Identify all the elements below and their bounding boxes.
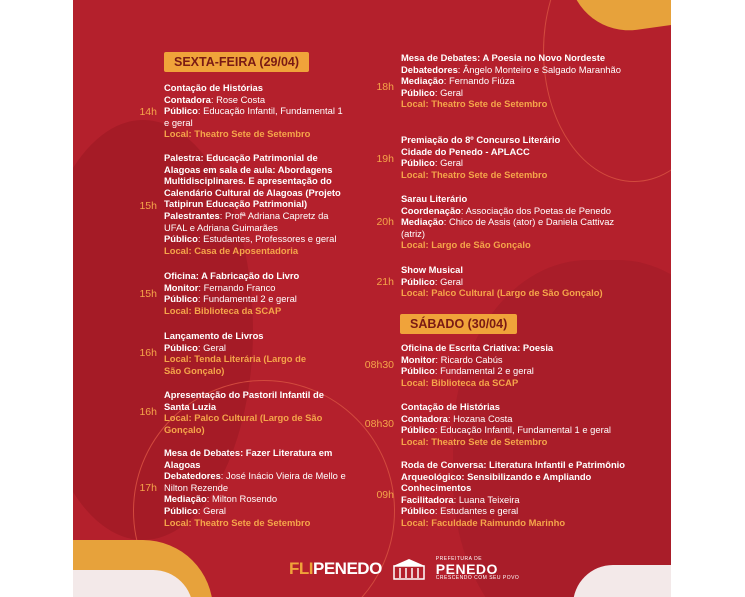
left-event: [164, 270, 314, 316]
event-detail-label: Facilitadora: [401, 493, 454, 505]
event-detail-label: Público: [164, 105, 198, 117]
event-title: Contação de Histórias: [164, 82, 263, 93]
event-detail: [401, 365, 576, 377]
event-title: Lançamento de Livros: [164, 330, 264, 341]
left-event-time: 14h: [139, 106, 157, 118]
event-detail-value: : Geral: [434, 157, 463, 169]
left-event: [164, 447, 354, 528]
sponsor-logos: [289, 554, 519, 584]
event-detail-value: : Educação Infantil, Fundamental 1 e geral: [164, 105, 343, 128]
event-detail-value: : Rose Costa: [210, 93, 266, 105]
event-detail-value: : Fernando Fiúza: [443, 75, 515, 87]
event-detail-value: : Geral: [197, 341, 226, 353]
event-title: Oficina: A Fabricação do Livro: [164, 270, 300, 281]
event-detail: [164, 233, 346, 245]
event-detail-label: Palestrantes: [164, 209, 220, 221]
right-event-time: 08h30: [364, 359, 394, 371]
event-detail: [401, 413, 636, 425]
event-detail-value: : Fundamental 2 e geral: [197, 293, 297, 305]
event-detail: [164, 342, 324, 354]
event-detail-label: Monitor: [401, 353, 436, 365]
right-event: [401, 459, 646, 529]
left-event: [164, 82, 344, 140]
event-detail-value: : Estudantes, Professores e geral: [197, 233, 337, 245]
event-detail: [164, 493, 354, 505]
left-event-time: 15h: [139, 288, 157, 300]
flipenedo-logo: FLIPENEDO: [289, 559, 382, 578]
left-event: [164, 389, 324, 435]
right-event: [401, 52, 626, 110]
event-detail: [401, 216, 631, 239]
event-detail-label: Debatedores: [164, 470, 221, 482]
event-detail: [164, 210, 346, 233]
event-location: Local: Theatro Sete de Setembro: [401, 168, 548, 180]
prefeitura-building-icon: [392, 558, 426, 580]
event-detail-value: : Fernando Franco: [198, 281, 276, 293]
left-event-time: 16h: [139, 406, 157, 418]
event-detail-value: : Geral: [434, 275, 463, 287]
event-title: Roda de Conversa: Literatura Infantil e Patrimônio Arqueológico: Sensibilizando e Ampliando Conhecimentos: [401, 459, 625, 494]
right-event: [401, 264, 616, 299]
event-detail-value: : Geral: [197, 504, 226, 516]
event-detail-label: Público: [164, 341, 198, 353]
event-detail-label: Mediação: [164, 493, 207, 505]
left-event-time: 17h: [139, 482, 157, 494]
event-detail-value: : José Inácio Vieira de Mello e Nilton Rezende: [164, 470, 346, 493]
event-detail-label: Público: [164, 233, 198, 245]
event-detail: [164, 94, 344, 106]
prefeitura-penedo-logo: PREFEITURA DE PENEDO CRESCENDO COM SEU POVO: [435, 556, 520, 581]
right-event: [401, 134, 581, 180]
right-event-time: 19h: [376, 153, 394, 165]
event-detail: [401, 494, 646, 506]
event-location: Local: Theatro Sete de Setembro: [164, 128, 311, 140]
event-title: Premiação do 8º Concurso Literário Cidade do Penedo - APLACC: [401, 134, 561, 157]
event-title: Palestra: Educação Patrimonial de Alagoas em sala de aula: Abordagens Multidisciplinares. E apresentação do Calendário Cultural de Alagoas (Projeto Tatipirun Educação Patrimonial): [164, 152, 341, 210]
event-detail-value: : Fundamental 2 e geral: [434, 365, 534, 377]
event-detail-label: Monitor: [164, 281, 199, 293]
event-detail-label: Mediação: [401, 216, 444, 228]
event-detail: [164, 282, 314, 294]
event-detail-value: : Geral: [434, 86, 463, 98]
day-badge-friday: SEXTA-FEIRA (29/04): [164, 52, 309, 72]
event-detail-label: Público: [401, 157, 435, 169]
event-detail: [401, 505, 646, 517]
left-event-time: 15h: [139, 200, 157, 212]
event-detail-value: : Ricardo Cabús: [435, 353, 503, 365]
event-detail: [401, 205, 631, 217]
right-event-time: 08h30: [364, 418, 394, 430]
right-event-time: 21h: [376, 276, 394, 288]
event-title: Mesa de Debates: A Poesia no Novo Nordeste: [401, 52, 606, 63]
event-detail-label: Público: [401, 365, 435, 377]
event-location: Local: Largo de São Gonçalo: [401, 239, 531, 251]
event-title: Contação de Histórias: [401, 401, 500, 412]
event-detail-label: Mediação: [401, 75, 444, 87]
right-event-time: 18h: [376, 81, 394, 93]
event-detail: [164, 293, 314, 305]
event-detail: [164, 470, 354, 493]
event-detail-value: : Chico de Assis (ator) e Daniela Cattivaz (atriz): [401, 216, 615, 239]
event-location: Local: Tenda Literária (Largo de São Gonçalo): [164, 353, 307, 376]
left-event: [164, 330, 324, 376]
event-detail: [401, 87, 626, 99]
event-detail: [401, 354, 576, 366]
event-detail-value: : Estudantes e geral: [434, 505, 519, 517]
left-event-time: 16h: [139, 347, 157, 359]
event-detail-label: Coordenação: [401, 204, 461, 216]
event-detail-label: Público: [164, 504, 198, 516]
right-event-time: 20h: [376, 216, 394, 228]
event-detail-label: Público: [401, 424, 435, 436]
event-title: Mesa de Debates: Fazer Literatura em Alagoas: [164, 447, 333, 470]
left-event: [164, 152, 346, 256]
right-event: [401, 401, 636, 447]
event-detail-label: Contadora: [401, 412, 448, 424]
event-detail-value: : Luana Teixeira: [453, 493, 520, 505]
event-location: Local: Casa de Aposentadoria: [164, 244, 299, 256]
event-detail-label: Público: [164, 293, 198, 305]
event-title: Sarau Literário: [401, 193, 468, 204]
event-detail-value: : Hozana Costa: [447, 412, 513, 424]
event-title: Show Musical: [401, 264, 463, 275]
event-location: Local: Biblioteca da SCAP: [164, 304, 282, 316]
day-badge-saturday: SÁBADO (30/04): [400, 314, 517, 334]
event-detail: [401, 424, 636, 436]
event-detail: [401, 157, 581, 169]
event-detail: [401, 276, 616, 288]
event-location: Local: Theatro Sete de Setembro: [401, 435, 548, 447]
event-detail-label: Contadora: [164, 93, 211, 105]
event-title: Apresentação do Pastoril Infantil de Santa Luzia: [164, 389, 324, 412]
event-detail: [401, 64, 626, 76]
event-location: Local: Theatro Sete de Setembro: [401, 98, 548, 110]
event-detail: [401, 75, 626, 87]
event-detail-label: Público: [401, 275, 435, 287]
event-title: Oficina de Escrita Criativa: Poesia: [401, 342, 554, 353]
event-location: Local: Palco Cultural (Largo de São Gonçalo): [164, 412, 323, 435]
event-detail-label: Público: [401, 505, 435, 517]
event-detail-value: : Educação Infantil, Fundamental 1 e geral: [434, 424, 612, 436]
event-detail: [164, 505, 354, 517]
event-poster: [73, 0, 671, 597]
event-detail-value: : Profª Adriana Capretz da UFAL e Adriana Guimarães: [164, 209, 329, 233]
event-detail-value: : Milton Rosendo: [206, 493, 278, 505]
event-detail-label: Debatedores: [401, 63, 458, 75]
event-location: Local: Biblioteca da SCAP: [401, 376, 519, 388]
event-detail: [164, 105, 344, 128]
right-event-time: 09h: [376, 489, 394, 501]
right-event: [401, 342, 576, 388]
right-event: [401, 193, 631, 251]
event-detail-value: : Associação dos Poetas de Penedo: [460, 204, 612, 216]
event-location: Local: Faculdade Raimundo Marinho: [401, 516, 566, 528]
event-location: Local: Palco Cultural (Largo de São Gonçalo): [401, 287, 603, 299]
event-detail-value: : Ângelo Monteiro e Salgado Maranhão: [457, 63, 621, 75]
event-detail-label: Público: [401, 86, 435, 98]
event-location: Local: Theatro Sete de Setembro: [164, 516, 311, 528]
